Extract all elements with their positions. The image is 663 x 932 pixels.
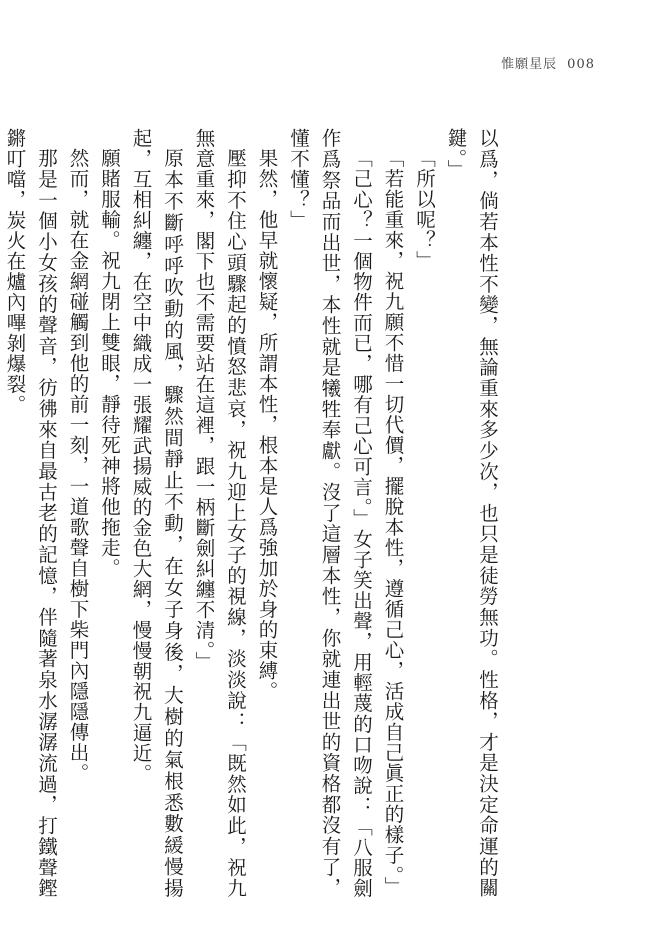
paragraph-continued: 以爲，倘若本性不變，無論重來多少次，也只是徒勞無功。性格，才是決定命運的關鍵。」 — [444, 128, 499, 898]
running-header — [501, 53, 595, 72]
paragraph: 壓抑不住心頭驟起的憤怒悲哀，祝九迎上女子的視線，淡淡說：「既然如此，祝九無意重來，閣下也不需要站在這裡，跟一柄斷劍糾纏不清。」 — [192, 128, 247, 898]
paragraph: 「己心？一個物件而已，哪有己心可言。」女子笑出聲，用輕蔑的口吻說：「八服劍作爲祭品而出世，本性就是犧牲奉獻。沒了這層本性，你就連出世的資格都沒有了，懂不懂？」 — [287, 128, 373, 898]
paragraph: 「若能重來，祝九願不惜一切代價，擺脫本性，遵循己心，活成自己眞正的樣子。」 — [381, 147, 405, 897]
paragraph: 然而，就在金網碰觸到他的前一刻，一道歌聲自樹下柴門內隱隱傳出。 — [66, 147, 90, 783]
paragraph: 原本不斷呼呼吹動的風，驟然間靜止不動，在女子身後，大樹的氣根悉數緩慢揚起，互相糾纏，在空中織成一張耀武揚威的金色大網，慢慢朝祝九逼近。 — [129, 128, 184, 898]
page-number: 008 — [567, 57, 595, 72]
paragraph: 那是一個小女孩的聲音，彷彿來自最古老的記憶，伴隨著泉水潺潺流過，打鐵聲鏗鏘叮噹，炭火在爐內嗶剝爆裂。 — [3, 128, 58, 898]
body-text — [0, 128, 503, 898]
paragraph: 願賭服輸。祝九閉上雙眼，靜待死神將他拖走。 — [98, 147, 121, 578]
book-title: 惟願星辰 — [501, 57, 558, 72]
paragraph: 「所以呢？」 — [413, 147, 436, 271]
paragraph: 果然，他早就懷疑，所謂本性，根本是人爲強加於身的束縛。 — [255, 147, 279, 701]
